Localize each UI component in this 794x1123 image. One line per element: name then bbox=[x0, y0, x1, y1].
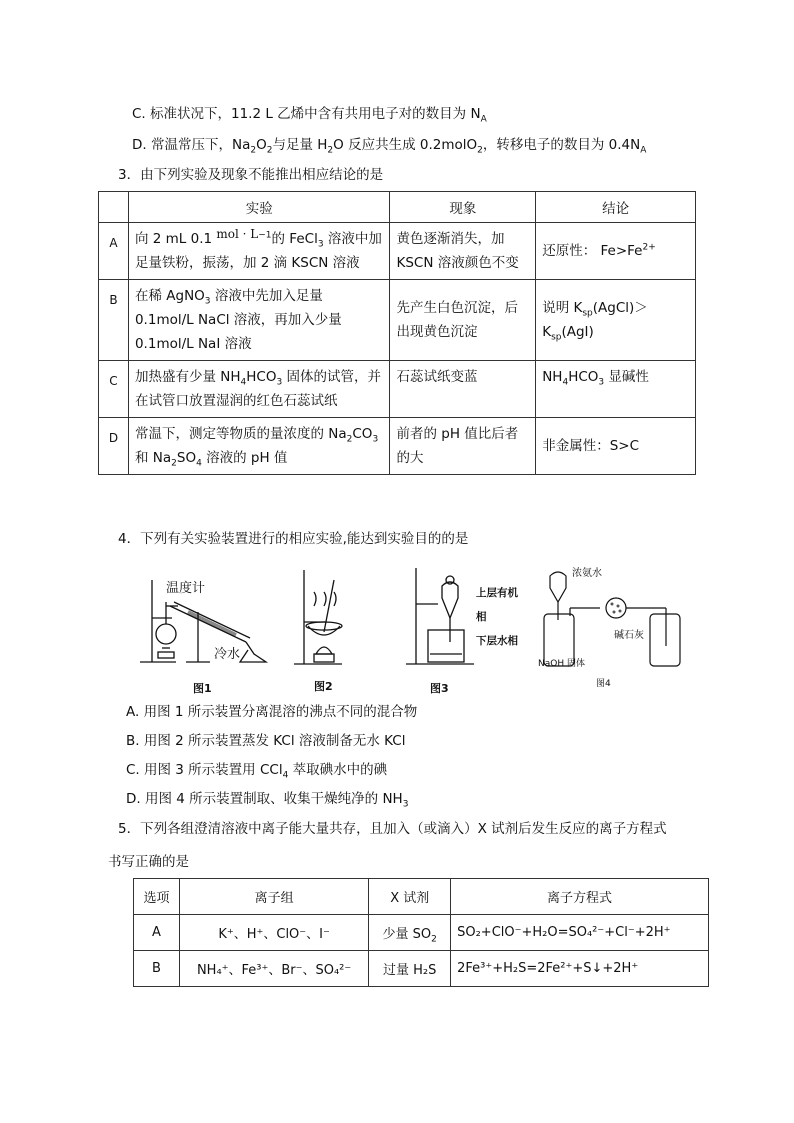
conclusion-cell: 说明 $K_{sp}(AgCl)>K_{sp}(AgI)$ bbox=[536, 280, 696, 361]
header-ionic-equation: 离子方程式 bbox=[451, 879, 709, 915]
row-letter: A bbox=[99, 223, 129, 280]
phenomenon-cell: 黄色逐渐消失，加 KSCN 溶液颜色不变 bbox=[390, 223, 536, 280]
option-cell: A bbox=[134, 915, 180, 951]
experiment-cell: 向 2 mL 0.1 mol · $L^{-1}$的 FeCl$_3$ 溶液中加足量铁粉，振荡，加 2 滴 KSCN 溶液 bbox=[128, 223, 390, 280]
question-3-title: 3．由下列实验及现象不能推出相应结论的是 bbox=[118, 167, 384, 183]
figure-1-distillation-diagram bbox=[136, 572, 276, 664]
conclusion-cell: $NH_4HCO_3$ 显碱性 bbox=[536, 361, 696, 418]
soda-lime-label: 碱石灰 bbox=[614, 630, 644, 641]
q4-option-b: B. 用图 2 所示装置蒸发 KCl 溶液制备无水 KCl bbox=[126, 733, 406, 749]
header-phenomenon: 现象 bbox=[390, 192, 536, 223]
row-letter: C bbox=[99, 361, 129, 418]
question-5-table bbox=[133, 878, 709, 987]
phenomenon-cell: 先产生白色沉淀，后出现黄色沉淀 bbox=[390, 280, 536, 361]
experiment-cell: 在稀 AgNO$_3$ 溶液中先加入足量 0.1mol/L NaCl 溶液，再加入少量 0.1mol/L NaI 溶液 bbox=[128, 280, 390, 361]
table-row bbox=[134, 915, 709, 951]
header-option: 选项 bbox=[134, 879, 180, 915]
experiment-cell: 常温下，测定等物质的量浓度的 $Na_2CO_3$ 和 $Na_2SO_4$ 溶液的 pH 值 bbox=[128, 418, 390, 475]
figure-4-caption: 图4 bbox=[596, 679, 611, 689]
conclusion-cell: 非金属性：S>C bbox=[536, 418, 696, 475]
figure-1-caption: 图1 bbox=[193, 682, 212, 695]
option-d-line: D. 常温常压下，$Na_2O_2$与足量 $H_2O$ 反应共生成 0.2molO$_2$，转移电子的数目为 $0.4N_A$ bbox=[132, 137, 647, 156]
question-5-title-line-1: 5．下列各组澄清溶液中离子能大量共存，且加入（或滴入）X 试剂后发生反应的离子方程式 bbox=[118, 821, 667, 837]
figure-2-evaporation-diagram bbox=[290, 566, 360, 668]
figure-3-separatory-funnel-diagram bbox=[404, 564, 534, 668]
upper-phase-label: 上层有机 bbox=[476, 587, 518, 599]
table-header-row bbox=[99, 192, 696, 223]
experiment-cell: 加热盛有少量 $NH_4HCO_3$ 固体的试管，并在试管口放置湿润的红色石蕊试纸 bbox=[128, 361, 390, 418]
q4-option-d: D. 用图 4 所示装置制取、收集干燥纯净的 $NH_3$ bbox=[126, 791, 409, 810]
reagent-cell: 少量 $SO_2$ bbox=[369, 915, 451, 951]
table-row bbox=[99, 361, 696, 418]
ionic-equation-cell: SO₂+ClO⁻+H₂O=SO₄²⁻+Cl⁻+2H⁺ bbox=[451, 915, 709, 951]
table-row bbox=[134, 951, 709, 987]
header-reagent: X 试剂 bbox=[369, 879, 451, 915]
naoh-solid-label: NaOH 固体 bbox=[538, 659, 585, 669]
cold-water-label: 冷水 bbox=[214, 647, 241, 662]
phase-label: 相 bbox=[476, 611, 487, 623]
ion-group-cell: NH₄⁺、Fe³⁺、Br⁻、SO₄²⁻ bbox=[179, 951, 368, 987]
ammonia-water-label: 浓氨水 bbox=[572, 568, 602, 579]
q4-option-c: C. 用图 3 所示装置用 CCl$_4$ 萃取碘水中的碘 bbox=[126, 762, 388, 781]
phenomenon-cell: 石蕊试纸变蓝 bbox=[390, 361, 536, 418]
question-5-title-line-2: 书写正确的是 bbox=[108, 854, 189, 870]
figure-4-ammonia-apparatus-diagram bbox=[536, 562, 696, 672]
figure-3-caption: 图3 bbox=[430, 682, 449, 695]
reagent-cell: 过量 H₂S bbox=[369, 951, 451, 987]
table-row bbox=[99, 223, 696, 280]
question-3-table bbox=[98, 191, 696, 475]
header-experiment: 实验 bbox=[128, 192, 390, 223]
table-row bbox=[99, 418, 696, 475]
option-c-line: C. 标准状况下，11.2 L 乙烯中含有共用电子对的数目为 $N_A$ bbox=[132, 106, 487, 125]
header-conclusion: 结论 bbox=[536, 192, 696, 223]
table-row bbox=[99, 280, 696, 361]
figure-2-caption: 图2 bbox=[314, 680, 333, 693]
conclusion-cell: 还原性： $Fe>Fe^{2+}$ bbox=[536, 223, 696, 280]
header-ion-group: 离子组 bbox=[179, 879, 368, 915]
ionic-equation-cell: 2Fe³⁺+H₂S=2Fe²⁺+S↓+2H⁺ bbox=[451, 951, 709, 987]
q4-option-a: A. 用图 1 所示装置分离混溶的沸点不同的混合物 bbox=[126, 704, 418, 720]
row-letter: D bbox=[99, 418, 129, 475]
ion-group-cell: K⁺、H⁺、ClO⁻、I⁻ bbox=[179, 915, 368, 951]
option-cell: B bbox=[134, 951, 180, 987]
row-letter: B bbox=[99, 280, 129, 361]
phenomenon-cell: 前者的 pH 值比后者的大 bbox=[390, 418, 536, 475]
table-header-row bbox=[134, 879, 709, 915]
lower-phase-label: 下层水相 bbox=[476, 635, 518, 647]
thermometer-label: 温度计 bbox=[166, 581, 206, 596]
question-4-title: 4．下列有关实验装置进行的相应实验,能达到实验目的的是 bbox=[118, 531, 469, 547]
